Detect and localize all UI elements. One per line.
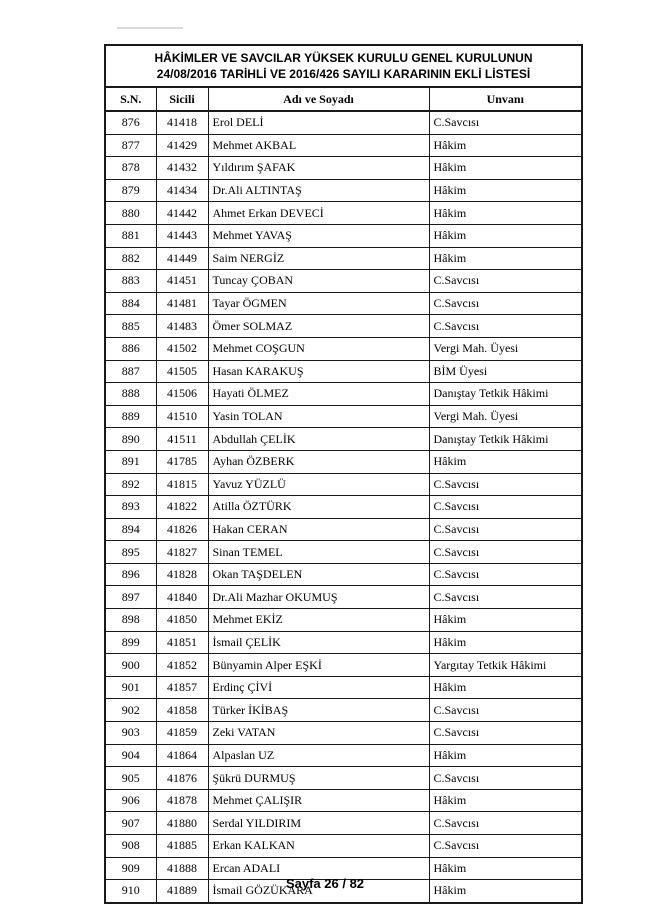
cell-sicili: 41429 bbox=[156, 134, 208, 157]
cell-unvani: Vergi Mah. Üyesi bbox=[429, 405, 582, 428]
cell-name: Saim NERGİZ bbox=[208, 247, 429, 270]
cell-name: İsmail GÖZÜKARA bbox=[208, 880, 429, 903]
cell-name: Yasin TOLAN bbox=[208, 405, 429, 428]
cell-sn: 892 bbox=[105, 473, 156, 496]
cell-sicili: 41822 bbox=[156, 496, 208, 519]
cell-sicili: 41826 bbox=[156, 518, 208, 541]
document-title bbox=[105, 45, 582, 87]
document-title-line1: HÂKİMLER VE SAVCILAR YÜKSEK KURULU GENEL KURULUNUN bbox=[154, 51, 533, 65]
cell-sicili: 41506 bbox=[156, 383, 208, 406]
table-row bbox=[105, 202, 582, 225]
cell-sn: 889 bbox=[105, 405, 156, 428]
table-row bbox=[105, 337, 582, 360]
cell-sn: 894 bbox=[105, 518, 156, 541]
table-row bbox=[105, 157, 582, 180]
cell-sn: 879 bbox=[105, 179, 156, 202]
cell-name: Ömer SOLMAZ bbox=[208, 315, 429, 338]
cell-sn: 881 bbox=[105, 224, 156, 247]
cell-name: Ercan ADALI bbox=[208, 857, 429, 880]
cell-sn: 905 bbox=[105, 767, 156, 790]
cell-unvani: C.Savcısı bbox=[429, 315, 582, 338]
cell-unvani: C.Savcısı bbox=[429, 563, 582, 586]
cell-sicili: 41510 bbox=[156, 405, 208, 428]
cell-sn: 896 bbox=[105, 563, 156, 586]
table-row bbox=[105, 428, 582, 451]
cell-unvani: Hâkim bbox=[429, 157, 582, 180]
cell-sn: 876 bbox=[105, 111, 156, 134]
cell-unvani: Hâkim bbox=[429, 179, 582, 202]
cell-name: Sinan TEMEL bbox=[208, 541, 429, 564]
cell-name: Yıldırım ŞAFAK bbox=[208, 157, 429, 180]
table-row bbox=[105, 383, 582, 406]
cell-sicili: 41851 bbox=[156, 631, 208, 654]
cell-sicili: 41418 bbox=[156, 111, 208, 134]
cell-sn: 882 bbox=[105, 247, 156, 270]
cell-unvani: C.Savcısı bbox=[429, 586, 582, 609]
table-row bbox=[105, 835, 582, 858]
cell-unvani: Hâkim bbox=[429, 880, 582, 903]
cell-sicili: 41889 bbox=[156, 880, 208, 903]
cell-unvani: C.Savcısı bbox=[429, 722, 582, 745]
cell-sn: 891 bbox=[105, 450, 156, 473]
cell-unvani: C.Savcısı bbox=[429, 767, 582, 790]
cell-unvani: C.Savcısı bbox=[429, 541, 582, 564]
cell-sn: 899 bbox=[105, 631, 156, 654]
cell-unvani: Hâkim bbox=[429, 247, 582, 270]
cell-name: Atilla ÖZTÜRK bbox=[208, 496, 429, 519]
cell-sn: 880 bbox=[105, 202, 156, 225]
cell-unvani: Hâkim bbox=[429, 744, 582, 767]
table-row bbox=[105, 699, 582, 722]
cell-sicili: 41481 bbox=[156, 292, 208, 315]
scan-artifact-line bbox=[117, 27, 183, 29]
cell-unvani: Danıştay Tetkik Hâkimi bbox=[429, 428, 582, 451]
cell-sicili: 41850 bbox=[156, 609, 208, 632]
cell-sicili: 41451 bbox=[156, 270, 208, 293]
cell-sn: 877 bbox=[105, 134, 156, 157]
document-title-line2: 24/08/2016 TARİHLİ VE 2016/426 SAYILI KARARININ EKLİ LİSTESİ bbox=[156, 67, 531, 81]
cell-sn: 908 bbox=[105, 835, 156, 858]
cell-name: Şükrü DURMUŞ bbox=[208, 767, 429, 790]
cell-sicili: 41878 bbox=[156, 789, 208, 812]
cell-name: Türker İKİBAŞ bbox=[208, 699, 429, 722]
cell-sicili: 41815 bbox=[156, 473, 208, 496]
cell-name: Erdinç ÇİVİ bbox=[208, 676, 429, 699]
table-row bbox=[105, 654, 582, 677]
cell-sicili: 41888 bbox=[156, 857, 208, 880]
cell-name: Mehmet AKBAL bbox=[208, 134, 429, 157]
table-row bbox=[105, 179, 582, 202]
cell-name: Hasan KARAKUŞ bbox=[208, 360, 429, 383]
cell-unvani: Hâkim bbox=[429, 676, 582, 699]
table-row bbox=[105, 541, 582, 564]
cell-sicili: 41502 bbox=[156, 337, 208, 360]
cell-name: İsmail ÇELİK bbox=[208, 631, 429, 654]
cell-sicili: 41852 bbox=[156, 654, 208, 677]
cell-unvani: Hâkim bbox=[429, 631, 582, 654]
cell-name: Dr.Ali Mazhar OKUMUŞ bbox=[208, 586, 429, 609]
table-row bbox=[105, 631, 582, 654]
cell-sn: 900 bbox=[105, 654, 156, 677]
cell-unvani: C.Savcısı bbox=[429, 270, 582, 293]
column-header-sn: S.N. bbox=[105, 87, 156, 111]
cell-unvani: C.Savcısı bbox=[429, 699, 582, 722]
cell-name: Serdal YILDIRIM bbox=[208, 812, 429, 835]
cell-sn: 906 bbox=[105, 789, 156, 812]
table-row bbox=[105, 224, 582, 247]
cell-name: Mehmet YAVAŞ bbox=[208, 224, 429, 247]
table-row bbox=[105, 450, 582, 473]
cell-unvani: C.Savcısı bbox=[429, 111, 582, 134]
cell-unvani: Hâkim bbox=[429, 450, 582, 473]
page-number: Sayfa 26 / 82 bbox=[285, 876, 365, 891]
cell-sn: 895 bbox=[105, 541, 156, 564]
cell-sicili: 41449 bbox=[156, 247, 208, 270]
cell-unvani: C.Savcısı bbox=[429, 518, 582, 541]
cell-name: Erkan KALKAN bbox=[208, 835, 429, 858]
cell-sicili: 41442 bbox=[156, 202, 208, 225]
cell-sn: 909 bbox=[105, 857, 156, 880]
cell-unvani: C.Savcısı bbox=[429, 812, 582, 835]
cell-sn: 897 bbox=[105, 586, 156, 609]
column-header-unvani: Unvanı bbox=[429, 87, 582, 111]
cell-sicili: 41885 bbox=[156, 835, 208, 858]
cell-sicili: 41876 bbox=[156, 767, 208, 790]
cell-name: Ayhan ÖZBERK bbox=[208, 450, 429, 473]
cell-name: Tayar ÖGMEN bbox=[208, 292, 429, 315]
table-row bbox=[105, 247, 582, 270]
cell-unvani: C.Savcısı bbox=[429, 496, 582, 519]
column-header-sicili: Sicili bbox=[156, 87, 208, 111]
cell-sicili: 41857 bbox=[156, 676, 208, 699]
cell-sn: 888 bbox=[105, 383, 156, 406]
cell-name: Erol DELİ bbox=[208, 111, 429, 134]
table-row bbox=[105, 722, 582, 745]
table-row bbox=[105, 609, 582, 632]
table-row bbox=[105, 292, 582, 315]
cell-unvani: Hâkim bbox=[429, 789, 582, 812]
cell-sicili: 41434 bbox=[156, 179, 208, 202]
cell-name: Alpaslan UZ bbox=[208, 744, 429, 767]
table-row bbox=[105, 270, 582, 293]
cell-sn: 884 bbox=[105, 292, 156, 315]
cell-unvani: Hâkim bbox=[429, 609, 582, 632]
cell-sn: 901 bbox=[105, 676, 156, 699]
cell-name: Yavuz YÜZLÜ bbox=[208, 473, 429, 496]
cell-name: Mehmet COŞGUN bbox=[208, 337, 429, 360]
cell-sn: 910 bbox=[105, 880, 156, 903]
cell-sn: 893 bbox=[105, 496, 156, 519]
table-row bbox=[105, 496, 582, 519]
cell-sicili: 41505 bbox=[156, 360, 208, 383]
table-title-row bbox=[105, 45, 582, 87]
cell-sn: 883 bbox=[105, 270, 156, 293]
cell-sn: 907 bbox=[105, 812, 156, 835]
cell-name: Zeki VATAN bbox=[208, 722, 429, 745]
cell-unvani: Vergi Mah. Üyesi bbox=[429, 337, 582, 360]
table-row bbox=[105, 767, 582, 790]
cell-unvani: C.Savcısı bbox=[429, 473, 582, 496]
cell-unvani: C.Savcısı bbox=[429, 292, 582, 315]
cell-sn: 903 bbox=[105, 722, 156, 745]
cell-name: Dr.Ali ALTINTAŞ bbox=[208, 179, 429, 202]
cell-sicili: 41858 bbox=[156, 699, 208, 722]
table-row bbox=[105, 812, 582, 835]
cell-sicili: 41828 bbox=[156, 563, 208, 586]
cell-sicili: 41859 bbox=[156, 722, 208, 745]
table-row bbox=[105, 111, 582, 134]
cell-unvani: Hâkim bbox=[429, 857, 582, 880]
cell-sicili: 41443 bbox=[156, 224, 208, 247]
cell-sn: 890 bbox=[105, 428, 156, 451]
table-row bbox=[105, 473, 582, 496]
cell-sicili: 41827 bbox=[156, 541, 208, 564]
table-row bbox=[105, 405, 582, 428]
table-row bbox=[105, 360, 582, 383]
cell-sicili: 41785 bbox=[156, 450, 208, 473]
table-row bbox=[105, 518, 582, 541]
cell-unvani: Hâkim bbox=[429, 202, 582, 225]
cell-sn: 885 bbox=[105, 315, 156, 338]
cell-unvani: Yargıtay Tetkik Hâkimi bbox=[429, 654, 582, 677]
cell-name: Hayati ÖLMEZ bbox=[208, 383, 429, 406]
cell-sicili: 41864 bbox=[156, 744, 208, 767]
cell-name: Bünyamin Alper EŞKİ bbox=[208, 654, 429, 677]
table-row bbox=[105, 315, 582, 338]
cell-unvani: BİM Üyesi bbox=[429, 360, 582, 383]
cell-unvani: Hâkim bbox=[429, 224, 582, 247]
cell-sicili: 41483 bbox=[156, 315, 208, 338]
cell-name: Hakan CERAN bbox=[208, 518, 429, 541]
cell-sn: 878 bbox=[105, 157, 156, 180]
cell-unvani: Danıştay Tetkik Hâkimi bbox=[429, 383, 582, 406]
table-row bbox=[105, 134, 582, 157]
cell-name: Tuncay ÇOBAN bbox=[208, 270, 429, 293]
cell-name: Mehmet EKİZ bbox=[208, 609, 429, 632]
table-row bbox=[105, 676, 582, 699]
personnel-list-table bbox=[104, 44, 583, 904]
table-row bbox=[105, 744, 582, 767]
table-body bbox=[105, 111, 582, 903]
cell-sn: 898 bbox=[105, 609, 156, 632]
cell-name: Abdullah ÇELİK bbox=[208, 428, 429, 451]
cell-unvani: Hâkim bbox=[429, 134, 582, 157]
table-row bbox=[105, 586, 582, 609]
column-header-name: Adı ve Soyadı bbox=[208, 87, 429, 111]
cell-sn: 902 bbox=[105, 699, 156, 722]
cell-sn: 887 bbox=[105, 360, 156, 383]
table-header-row bbox=[105, 87, 582, 111]
cell-sicili: 41432 bbox=[156, 157, 208, 180]
cell-name: Mehmet ÇALIŞIR bbox=[208, 789, 429, 812]
table-row bbox=[105, 789, 582, 812]
cell-sicili: 41880 bbox=[156, 812, 208, 835]
cell-sn: 904 bbox=[105, 744, 156, 767]
table-row bbox=[105, 563, 582, 586]
cell-sn: 886 bbox=[105, 337, 156, 360]
cell-unvani: C.Savcısı bbox=[429, 835, 582, 858]
cell-name: Ahmet Erkan DEVECİ bbox=[208, 202, 429, 225]
cell-sicili: 41511 bbox=[156, 428, 208, 451]
cell-sicili: 41840 bbox=[156, 586, 208, 609]
cell-name: Okan TAŞDELEN bbox=[208, 563, 429, 586]
